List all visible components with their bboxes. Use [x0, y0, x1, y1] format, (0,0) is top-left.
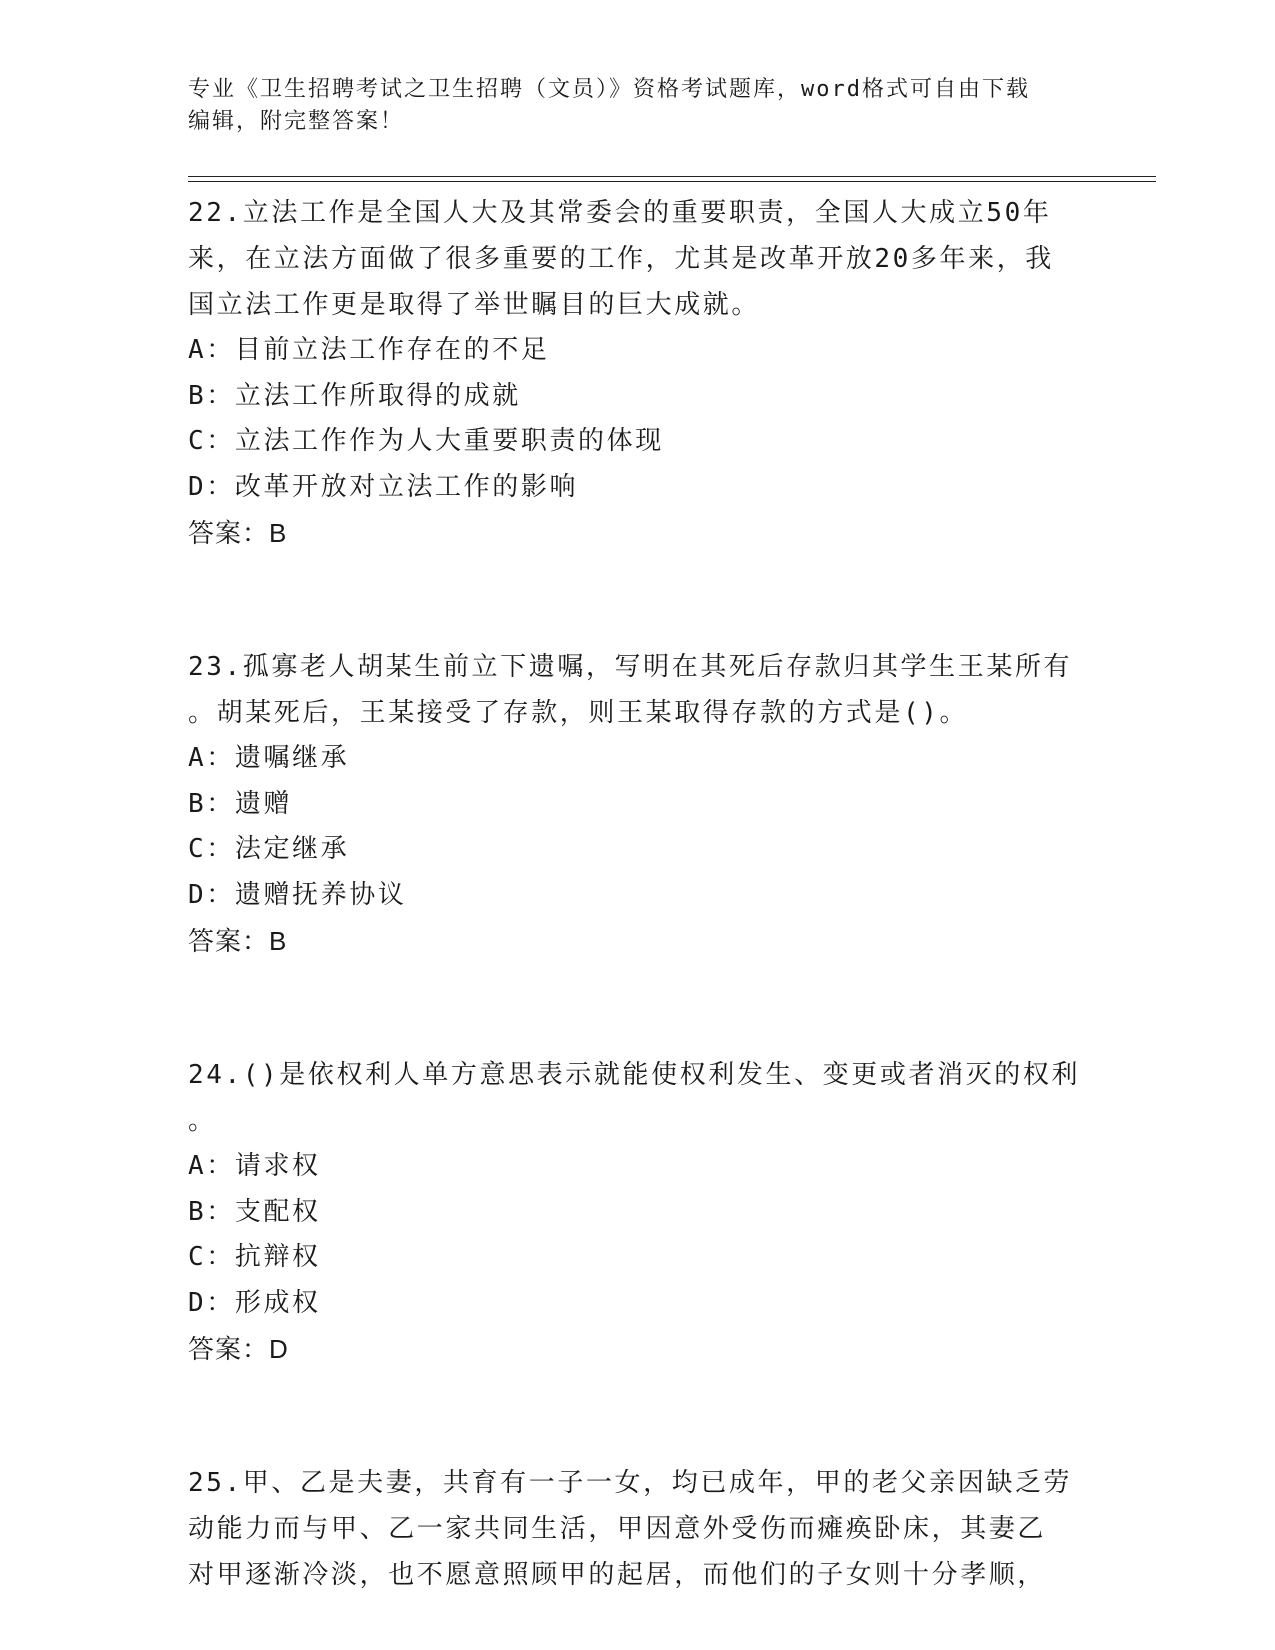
- option-a: A：目前立法工作存在的不足: [188, 335, 550, 365]
- header-line-1: 专业《卫生招聘考试之卫生招聘（文员）》资格考试题库，word格式可自由下载: [188, 77, 1030, 102]
- option-b: B：遗赠: [188, 788, 293, 819]
- header-line-2: 编辑，附完整答案！: [188, 109, 405, 134]
- question-24: [188, 1052, 1088, 1372]
- option-d: D：形成权: [188, 1287, 321, 1318]
- option-d: D：改革开放对立法工作的影响: [188, 471, 579, 502]
- document-header: [188, 74, 1088, 138]
- option-b: B：立法工作所取得的成就: [188, 380, 521, 411]
- answer: 答案：B: [188, 518, 288, 548]
- option-a: A：遗嘱继承: [188, 743, 350, 773]
- question-stem: 23.孤寡老人胡某生前立下遗嘱，写明在其死后存款归其学生王某所有 。胡某死后，王某接受了存款，则王某取得存款的方式是()。: [188, 652, 1073, 728]
- question-stem: 25.甲、乙是夫妻，共育有一子一女，均已成年，甲的老父亲因缺乏劳 动能力而与甲、乙一家共同生活，甲因意外受伤而瘫痪卧床，其妻乙 对甲逐渐冷淡，也不愿意照顾甲的起居，而他们的子女则十分孝顺，: [188, 1468, 1073, 1590]
- answer: 答案：B: [188, 926, 288, 956]
- question-stem: 24.()是依权利人单方意思表示就能使权利发生、变更或者消灭的权利 。: [188, 1060, 1081, 1136]
- option-b: B：支配权: [188, 1196, 321, 1227]
- answer: 答案：D: [188, 1334, 289, 1364]
- option-c: C：法定继承: [188, 834, 350, 864]
- option-a: A：请求权: [188, 1151, 321, 1181]
- option-c: C：立法工作作为人大重要职责的体现: [188, 426, 664, 456]
- question-25: [188, 1460, 1088, 1598]
- option-c: C：抗辩权: [188, 1242, 321, 1272]
- header-divider: [188, 176, 1156, 182]
- question-list: [188, 190, 1088, 1598]
- question-23: [188, 644, 1088, 964]
- question-22: [188, 190, 1088, 556]
- question-stem: 22.立法工作是全国人大及其常委会的重要职责，全国人大成立50年 来，在立法方面做了很多重要的工作，尤其是改革开放20多年来，我 国立法工作更是取得了举世瞩目的巨大成就。: [188, 198, 1054, 320]
- option-d: D：遗赠抚养协议: [188, 879, 407, 910]
